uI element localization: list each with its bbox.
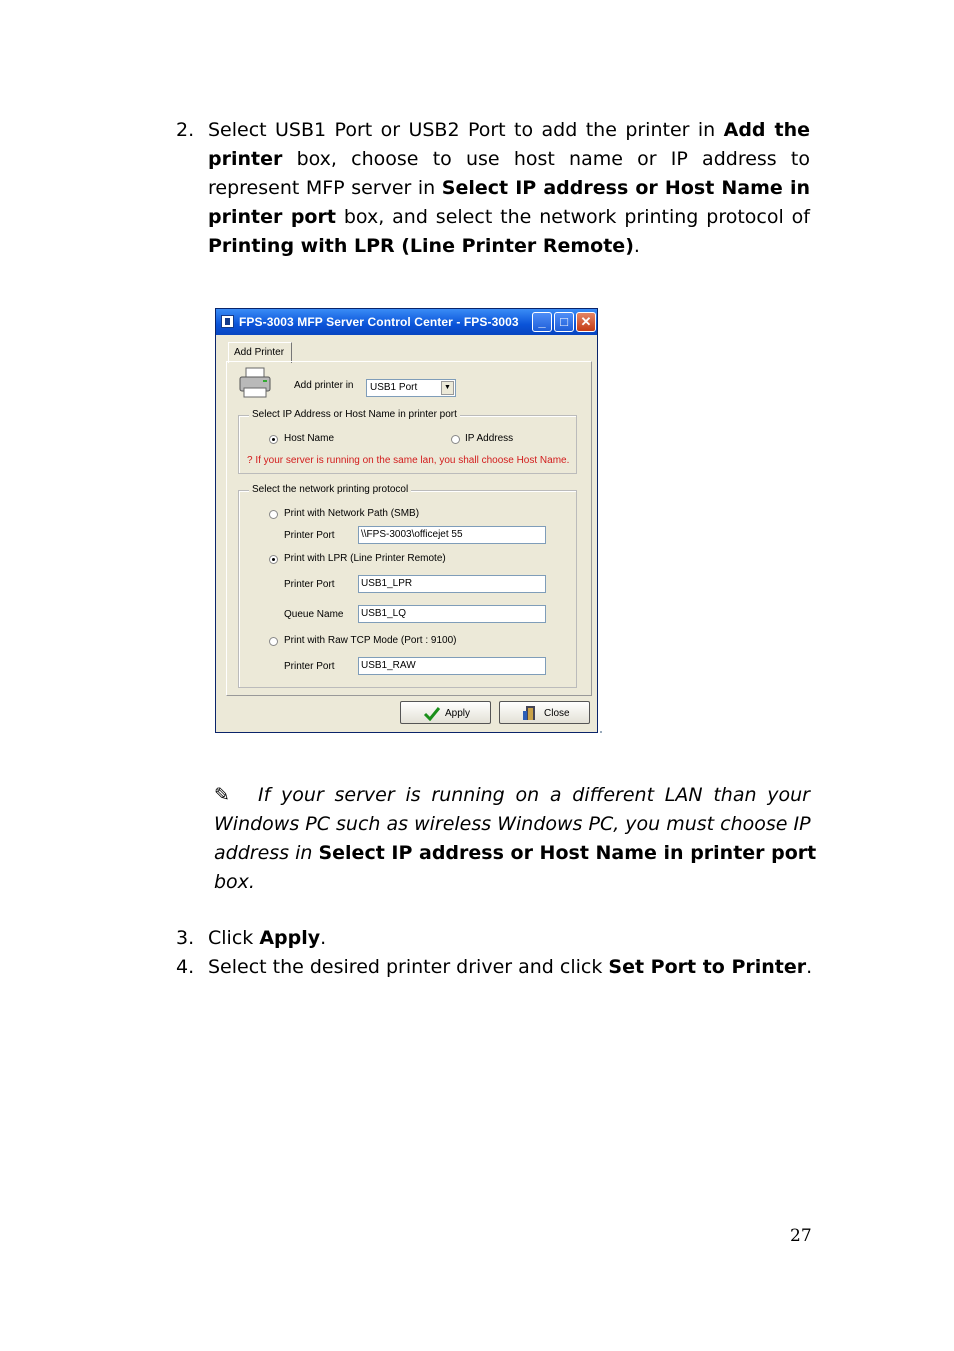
printer-icon	[238, 366, 274, 400]
window-title: FPS-3003 MFP Server Control Center - FPS-3003	[239, 315, 519, 329]
ip-address-radio[interactable]	[451, 435, 460, 444]
host-name-label: Host Name	[284, 433, 335, 444]
step-3-number: 3.	[176, 927, 195, 949]
raw-tcp-radio[interactable]	[269, 637, 278, 646]
add-printer-in-label: Add printer in	[294, 380, 354, 391]
ip-address-label: IP Address	[465, 433, 514, 444]
smb-option-label: Print with Network Path (SMB)	[284, 508, 420, 519]
chevron-down-icon[interactable]: ▼	[441, 381, 454, 395]
smb-radio[interactable]	[269, 510, 278, 519]
note-block: ✎ If your server is running on a different LAN than your Windows PC such as wireless Windows PC, you must choose IP address in Select IP address or Host Name in printer port box.	[214, 781, 810, 897]
door-exit-icon	[522, 705, 540, 721]
lpr-printer-port-label: Printer Port	[284, 579, 335, 590]
queue-name-field[interactable]: USB1_LQ	[358, 605, 546, 623]
raw-tcp-option-label: Print with Raw TCP Mode (Port : 9100)	[284, 635, 457, 646]
lpr-option-label: Print with LPR (Line Printer Remote)	[284, 553, 446, 564]
maximize-button[interactable]: □	[554, 312, 574, 332]
pencil-icon: ✎	[214, 784, 230, 806]
image-artifact	[600, 731, 602, 733]
ip-or-hostname-group-title: Select IP Address or Host Name in printer port	[249, 409, 460, 420]
tab-add-printer[interactable]	[228, 342, 292, 363]
same-lan-warning: ? If your server is running on the same lan, you shall choose Host Name.	[247, 455, 570, 466]
app-icon	[221, 315, 234, 328]
minimize-button[interactable]: _	[532, 312, 552, 332]
smb-printer-port-field[interactable]: \\FPS-3003\officejet 55	[358, 526, 546, 544]
checkmark-icon	[423, 705, 441, 721]
step-2-number: 2.	[176, 119, 195, 141]
close-window-button[interactable]: ✕	[576, 312, 596, 332]
title-bar[interactable]	[216, 309, 597, 335]
tab-label: Add Printer	[234, 347, 285, 358]
apply-button-label: Apply	[445, 708, 471, 719]
add-printer-in-select[interactable]	[366, 379, 456, 397]
protocol-group-title: Select the network printing protocol	[249, 484, 411, 495]
add-printer-in-value: USB1 Port	[370, 382, 418, 393]
mfp-control-center-dialog	[215, 308, 598, 733]
close-button[interactable]	[499, 701, 590, 724]
step-4-text: Select the desired printer driver and click Set Port to Printer.	[208, 956, 813, 978]
host-name-radio[interactable]	[269, 435, 278, 444]
close-button-label: Close	[544, 708, 570, 719]
apply-button[interactable]	[400, 701, 491, 724]
smb-printer-port-label: Printer Port	[284, 530, 335, 541]
queue-name-label: Queue Name	[284, 609, 344, 620]
step-4-number: 4.	[176, 956, 195, 978]
lpr-printer-port-field[interactable]: USB1_LPR	[358, 575, 546, 593]
raw-printer-port-label: Printer Port	[284, 661, 335, 672]
step-3-text: Click Apply.	[208, 927, 327, 949]
step-2-text: Select USB1 Port or USB2 Port to add the printer in Add the printer box, choose to use host name or IP address to represent MFP server in Select IP address or Host Name in printer port box, and select the network printing protocol of Printing with LPR (Line Printer Remote).	[208, 119, 810, 257]
page-number: 27	[790, 1226, 812, 1246]
lpr-radio[interactable]	[269, 555, 278, 564]
raw-printer-port-field[interactable]: USB1_RAW	[358, 657, 546, 675]
